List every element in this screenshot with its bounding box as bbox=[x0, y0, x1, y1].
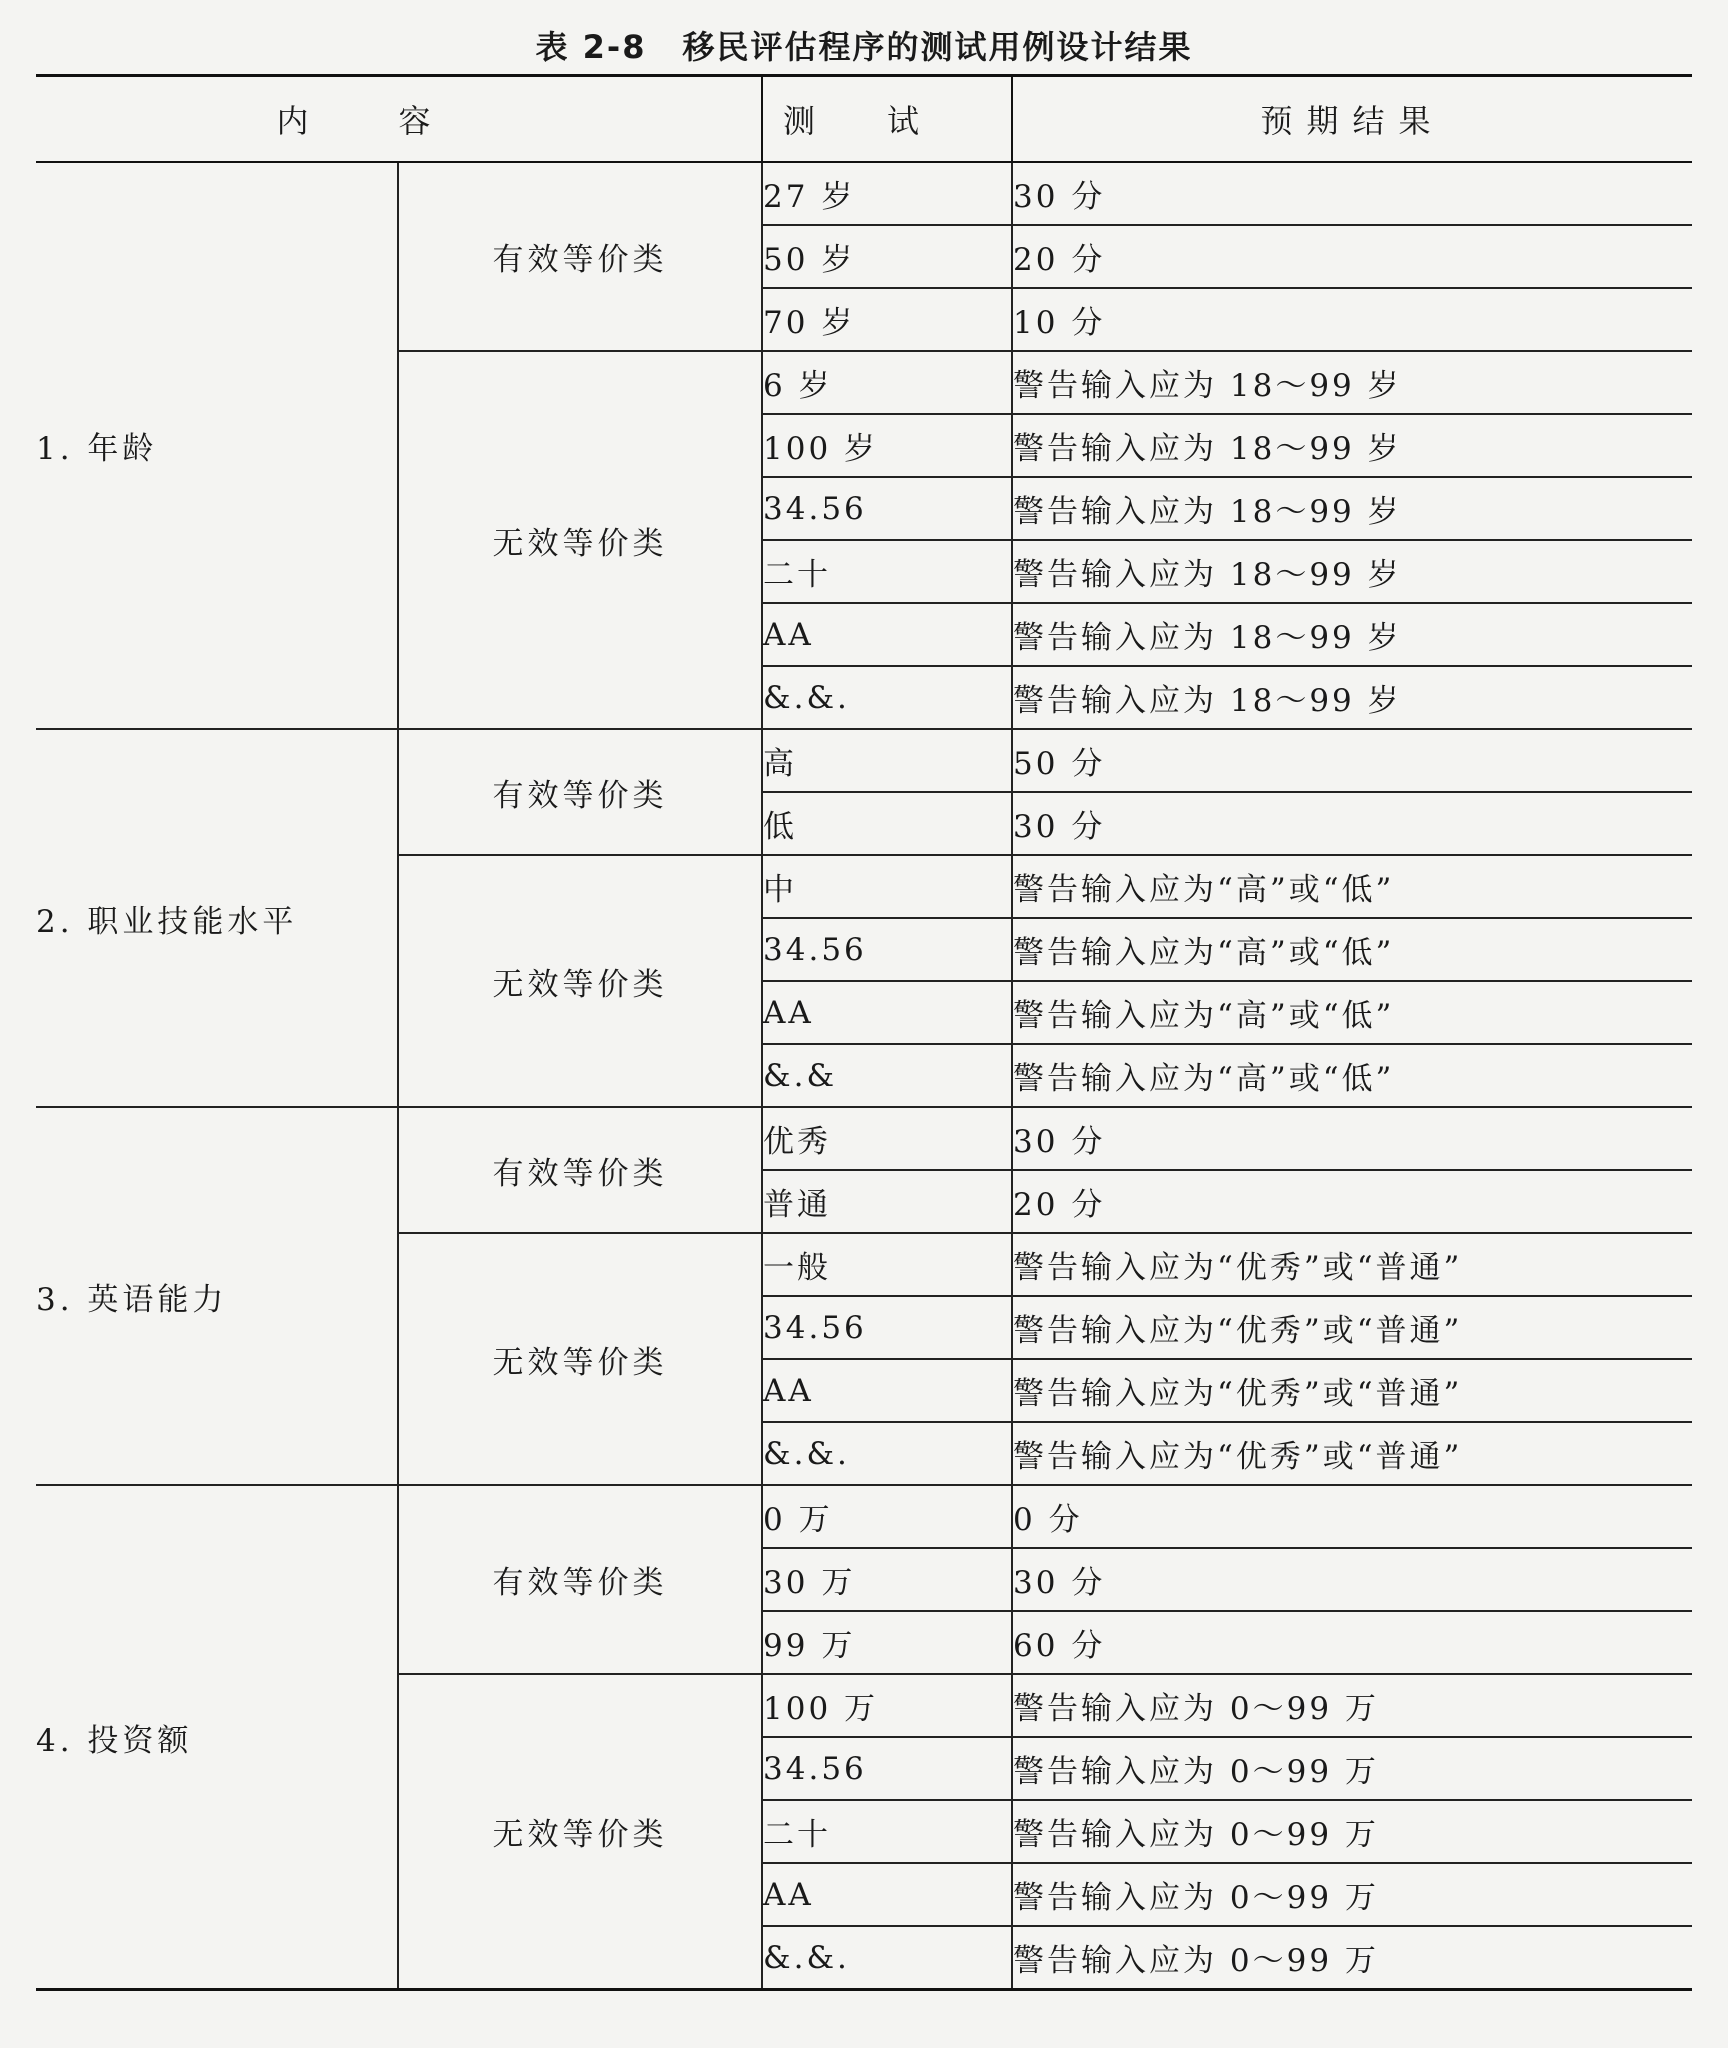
equivalence-class-cell: 无效等价类 bbox=[398, 351, 762, 729]
expected-result-cell: 警告输入应为 0～99 万 bbox=[1012, 1800, 1692, 1863]
test-value-cell: 优秀 bbox=[762, 1107, 1012, 1170]
expected-result-cell: 警告输入应为 18～99 岁 bbox=[1012, 540, 1692, 603]
expected-result-cell: 警告输入应为 0～99 万 bbox=[1012, 1674, 1692, 1737]
expected-result-cell: 警告输入应为“高”或“低” bbox=[1012, 918, 1692, 981]
category-cell: 1. 年龄 bbox=[36, 162, 398, 729]
expected-result-cell: 30 分 bbox=[1012, 1107, 1692, 1170]
equivalence-class-cell: 有效等价类 bbox=[398, 729, 762, 855]
expected-result-cell: 警告输入应为“优秀”或“普通” bbox=[1012, 1422, 1692, 1485]
test-value-cell: 二十 bbox=[762, 1800, 1012, 1863]
expected-result-cell: 警告输入应为“优秀”或“普通” bbox=[1012, 1359, 1692, 1422]
test-value-cell: 低 bbox=[762, 792, 1012, 855]
expected-result-cell: 警告输入应为 0～99 万 bbox=[1012, 1737, 1692, 1800]
test-value-cell: 普通 bbox=[762, 1170, 1012, 1233]
equivalence-class-cell: 无效等价类 bbox=[398, 1674, 762, 1990]
expected-result-cell: 20 分 bbox=[1012, 1170, 1692, 1233]
table-row bbox=[36, 1107, 1692, 1170]
equivalence-class-cell: 无效等价类 bbox=[398, 1233, 762, 1485]
expected-result-cell: 警告输入应为 18～99 岁 bbox=[1012, 351, 1692, 414]
test-value-cell: &.&. bbox=[762, 1422, 1012, 1485]
test-case-table bbox=[36, 74, 1692, 1991]
test-value-cell: &.&. bbox=[762, 1926, 1012, 1990]
test-value-cell: 6 岁 bbox=[762, 351, 1012, 414]
expected-result-cell: 警告输入应为“高”或“低” bbox=[1012, 855, 1692, 918]
test-value-cell: AA bbox=[762, 603, 1012, 666]
header-expected: 预期结果 bbox=[1012, 76, 1692, 163]
equivalence-class-cell: 无效等价类 bbox=[398, 855, 762, 1107]
test-value-cell: AA bbox=[762, 1359, 1012, 1422]
test-value-cell: &.& bbox=[762, 1044, 1012, 1107]
test-value-cell: 100 万 bbox=[762, 1674, 1012, 1737]
expected-result-cell: 警告输入应为 0～99 万 bbox=[1012, 1926, 1692, 1990]
table-caption bbox=[0, 22, 1728, 68]
expected-result-cell: 警告输入应为“高”或“低” bbox=[1012, 1044, 1692, 1107]
expected-result-cell: 警告输入应为“优秀”或“普通” bbox=[1012, 1296, 1692, 1359]
expected-result-cell: 30 分 bbox=[1012, 1548, 1692, 1611]
test-value-cell: 34.56 bbox=[762, 918, 1012, 981]
expected-result-cell: 20 分 bbox=[1012, 225, 1692, 288]
expected-result-cell: 10 分 bbox=[1012, 288, 1692, 351]
test-value-cell: 27 岁 bbox=[762, 162, 1012, 225]
category-cell: 4. 投资额 bbox=[36, 1485, 398, 1990]
header-content: 内容 bbox=[36, 76, 762, 163]
table-body bbox=[36, 162, 1692, 1990]
test-value-cell: 70 岁 bbox=[762, 288, 1012, 351]
expected-result-cell: 30 分 bbox=[1012, 792, 1692, 855]
expected-result-cell: 警告输入应为 18～99 岁 bbox=[1012, 603, 1692, 666]
table-title: 移民评估程序的测试用例设计结果 bbox=[682, 28, 1193, 66]
equivalence-class-cell: 有效等价类 bbox=[398, 162, 762, 351]
header-test: 测试 bbox=[762, 76, 1012, 163]
expected-result-cell: 警告输入应为“优秀”或“普通” bbox=[1012, 1233, 1692, 1296]
test-value-cell: &.&. bbox=[762, 666, 1012, 729]
expected-result-cell: 警告输入应为 18～99 岁 bbox=[1012, 414, 1692, 477]
test-value-cell: 高 bbox=[762, 729, 1012, 792]
table-number: 表 2-8 bbox=[535, 28, 647, 66]
table-row bbox=[36, 162, 1692, 225]
test-value-cell: 50 岁 bbox=[762, 225, 1012, 288]
expected-result-cell: 50 分 bbox=[1012, 729, 1692, 792]
expected-result-cell: 警告输入应为 18～99 岁 bbox=[1012, 666, 1692, 729]
test-value-cell: AA bbox=[762, 1863, 1012, 1926]
test-value-cell: 一般 bbox=[762, 1233, 1012, 1296]
expected-result-cell: 30 分 bbox=[1012, 162, 1692, 225]
equivalence-class-cell: 有效等价类 bbox=[398, 1485, 762, 1674]
test-value-cell: 30 万 bbox=[762, 1548, 1012, 1611]
category-cell: 2. 职业技能水平 bbox=[36, 729, 398, 1107]
test-value-cell: 100 岁 bbox=[762, 414, 1012, 477]
header-row bbox=[36, 76, 1692, 163]
expected-result-cell: 60 分 bbox=[1012, 1611, 1692, 1674]
test-value-cell: 二十 bbox=[762, 540, 1012, 603]
equivalence-class-cell: 有效等价类 bbox=[398, 1107, 762, 1233]
expected-result-cell: 警告输入应为 0～99 万 bbox=[1012, 1863, 1692, 1926]
expected-result-cell: 警告输入应为 18～99 岁 bbox=[1012, 477, 1692, 540]
table-row bbox=[36, 1485, 1692, 1548]
expected-result-cell: 警告输入应为“高”或“低” bbox=[1012, 981, 1692, 1044]
test-value-cell: 0 万 bbox=[762, 1485, 1012, 1548]
test-value-cell: 34.56 bbox=[762, 477, 1012, 540]
test-value-cell: 34.56 bbox=[762, 1296, 1012, 1359]
test-value-cell: AA bbox=[762, 981, 1012, 1044]
test-value-cell: 34.56 bbox=[762, 1737, 1012, 1800]
table-row bbox=[36, 729, 1692, 792]
test-value-cell: 99 万 bbox=[762, 1611, 1012, 1674]
test-value-cell: 中 bbox=[762, 855, 1012, 918]
category-cell: 3. 英语能力 bbox=[36, 1107, 398, 1485]
expected-result-cell: 0 分 bbox=[1012, 1485, 1692, 1548]
